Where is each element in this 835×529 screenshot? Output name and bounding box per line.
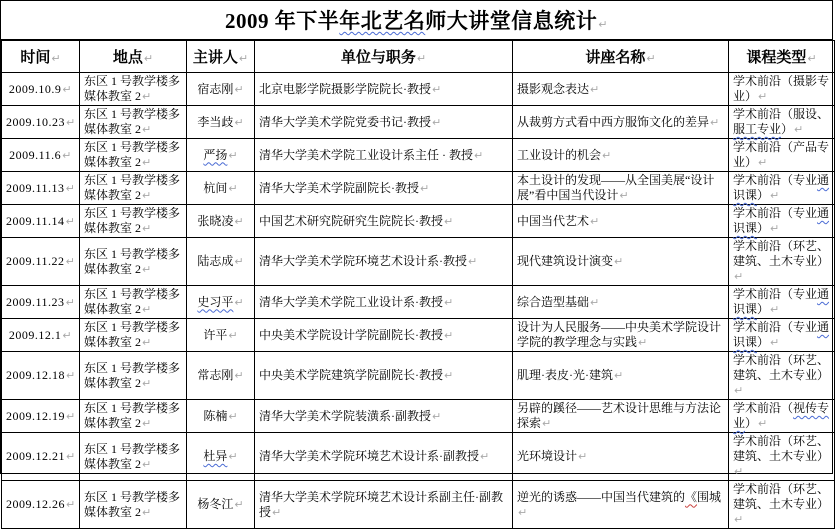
lecture-info-table [1,40,835,529]
paragraph-mark-icon: ↵ [432,409,442,423]
paragraph-mark-icon: ↵ [444,214,454,228]
paragraph-mark-icon: ↵ [480,450,490,463]
paragraph-mark-icon: ↵ [66,369,76,382]
spellcheck-underline: 视传专业 [733,401,830,430]
cell-unit: 中央美术学院设计学院副院长·教授↵ [255,319,513,352]
spellcheck-underline: 严扬 [203,147,228,162]
cell-speaker: 张晓凌↵ [187,205,255,238]
paragraph-mark-icon: ↵ [770,189,780,202]
cell-unit: 北京电影学院摄影学院院长·教授↵ [255,73,513,106]
paragraph-mark-icon: ↵ [142,189,152,202]
cell-lecture: 另辟的蹊径——艺术设计思维与方法论探索↵ [513,400,729,433]
paragraph-mark-icon: ↵ [51,52,61,65]
table-row [2,73,835,106]
cell-unit: 清华大学美术学院环境艺术设计系·教授↵ [255,238,513,286]
cell-location: 东区 1 号教学楼多媒体教室 2↵ [80,481,187,529]
paragraph-mark-icon: ↵ [142,90,152,103]
column-header-location: 地点↵ [80,41,187,73]
spellcheck-underline: 《 [685,489,698,504]
table-row [2,205,835,238]
spellcheck-underline: 通识课 [733,287,830,316]
spellcheck-underline: 通识课 [733,320,830,349]
cell-speaker: 陈楠↵ [187,400,255,433]
cell-lecture: 中国当代艺术↵ [513,205,729,238]
paragraph-mark-icon: ↵ [619,189,629,202]
cell-location: 东区 1 号教学楼多媒体教室 2↵ [80,139,187,172]
cell-type: 学术前沿（环艺、建筑、土木专业）↵ [729,481,835,529]
cell-type: 学术前沿（专业通识课）↵ [729,172,835,205]
paragraph-mark-icon: ↵ [420,181,430,195]
table-row [2,139,835,172]
paragraph-mark-icon: ↵ [65,214,76,228]
paragraph-mark-icon: ↵ [474,148,484,162]
cell-unit: 清华大学美术学院环境艺术设计系·副教授↵ [255,433,513,481]
cell-speaker: 宿志刚↵ [187,73,255,106]
cell-unit: 中央美术学院建筑学院副院长·教授↵ [255,352,513,400]
paragraph-mark-icon: ↵ [228,328,238,342]
table-row [2,172,835,205]
cell-lecture: 摄影观念表达↵ [513,73,729,106]
cell-date: 2009.10.23↵ [2,106,80,139]
spellcheck-underline: 服工专业 [733,122,782,136]
paragraph-mark-icon: ↵ [65,255,76,268]
cell-speaker: 杨冬江↵ [187,481,255,529]
cell-type: 学术前沿（专业通识课）↵ [729,319,835,352]
paragraph-mark-icon: ↵ [228,409,238,423]
table-row [2,106,835,139]
paragraph-mark-icon: ↵ [142,376,152,390]
cell-speaker [187,286,255,319]
cell-type: 学术前沿（专业通识课）↵ [729,286,835,319]
paragraph-mark-icon: ↵ [710,115,720,129]
table-row [2,352,835,400]
cell-date: 2009.12.19↵ [2,400,80,433]
cell-unit: 清华大学美术学院工业设计系·教授↵ [255,286,513,319]
cell-location: 东区 1 号教学楼多媒体教室 2↵ [80,319,187,352]
cell-lecture: 从裁剪方式看中西方服饰文化的差异↵ [513,106,729,139]
paragraph-mark-icon: ↵ [770,303,780,316]
paragraph-mark-icon: ↵ [142,303,152,316]
title-post: 师大讲堂信息统计 [425,9,598,33]
spellcheck-underline: 杜异 [203,449,228,463]
spellcheck-underline: 通识课 [733,173,830,202]
paragraph-mark-icon: ↵ [142,222,152,235]
cell-lecture: 工业设计的机会↵ [513,139,729,172]
cell-type: 学术前沿（环艺、建筑、土木专业）↵ [729,352,835,400]
paragraph-mark-icon: ↵ [142,417,152,430]
paragraph-mark-icon: ↵ [758,156,768,169]
cell-speaker: 常志刚↵ [187,352,255,400]
paragraph-mark-icon: ↵ [142,457,152,471]
paragraph-mark-icon: ↵ [66,115,76,129]
paragraph-mark-icon: ↵ [590,214,600,228]
table-body [2,73,835,529]
cell-lecture: 本土设计的发现——从全国美展“设计展”看中国当代设计↵ [513,172,729,205]
paragraph-mark-icon: ↵ [142,505,152,519]
cell-type: 学术前沿（摄影专业）↵ [729,73,835,106]
cell-lecture: 逆光的诱惑——中国当代建筑的《围城↵ [513,481,729,529]
title-spellcheck-underline: 年北艺名 [339,9,426,33]
paragraph-mark-icon: ↵ [416,52,427,65]
cell-date: 2009.12.21↵ [2,433,80,481]
paragraph-mark-icon: ↵ [65,295,76,309]
cell-unit: 清华大学美术学院装潢系·副教授↵ [255,400,513,433]
paragraph-mark-icon: ↵ [66,409,76,423]
paragraph-mark-icon: ↵ [228,450,238,463]
spellcheck-underline: 通识课 [733,206,830,235]
table-row [2,286,835,319]
paragraph-mark-icon: ↵ [734,270,744,283]
paragraph-mark-icon: ↵ [142,336,152,349]
cell-date: 2009.12.18↵ [2,352,80,400]
cell-speaker: 许平↵ [187,319,255,352]
cell-lecture: 肌理·表皮·光·建筑↵ [513,352,729,400]
paragraph-mark-icon: ↵ [432,82,442,96]
cell-date: 2009.11.22↵ [2,238,80,286]
column-header-date: 时间↵ [2,41,80,73]
paragraph-mark-icon: ↵ [66,450,76,463]
cell-speaker: 陆志成↵ [187,238,255,286]
column-header-lecture: 讲座名称↵ [513,41,729,73]
column-header-unit: 单位与职务↵ [255,41,513,73]
paragraph-mark-icon: ↵ [66,498,76,511]
paragraph-mark-icon: ↵ [228,181,238,195]
title-pre: 2009 年下半 [225,9,340,33]
paragraph-mark-icon: ↵ [590,295,600,309]
paragraph-mark-icon: ↵ [234,214,244,228]
cell-speaker: 李当歧↵ [187,106,255,139]
cell-date: 2009.12.26↵ [2,481,80,529]
paragraph-mark-icon: ↵ [238,52,249,65]
cell-location: 东区 1 号教学楼多媒体教室 2↵ [80,238,187,286]
paragraph-mark-icon: ↵ [807,52,817,65]
paragraph-mark-icon: ↵ [758,90,768,103]
paragraph-mark-icon: ↵ [794,123,804,136]
paragraph-mark-icon: ↵ [234,82,244,96]
cell-location: 东区 1 号教学楼多媒体教室 2↵ [80,352,187,400]
paragraph-mark-icon: ↵ [734,465,744,478]
cell-unit: 中国艺术研究院研究生院院长·教授↵ [255,205,513,238]
cell-unit: 清华大学美术学院工业设计系主任 · 教授↵ [255,139,513,172]
paragraph-mark-icon: ↵ [734,384,744,397]
cell-date: 2009.11.14↵ [2,205,80,238]
paragraph-mark-icon: ↵ [590,82,600,96]
paragraph-mark-icon: ↵ [62,328,73,342]
cell-location: 东区 1 号教学楼多媒体教室 2↵ [80,286,187,319]
paragraph-mark-icon: ↵ [614,369,624,382]
cell-date: 2009.11.6↵ [2,139,80,172]
cell-location: 东区 1 号教学楼多媒体教室 2↵ [80,433,187,481]
cell-type: 学术前沿（视传专业）↵ [729,400,835,433]
paragraph-mark-icon: ↵ [234,369,244,382]
cell-lecture: 设计为人民服务——中央美术学院设计学院的教学理念与实践↵ [513,319,729,352]
paragraph-mark-icon: ↵ [758,417,768,430]
paragraph-mark-icon: ↵ [518,505,528,519]
paragraph-mark-icon: ↵ [444,369,454,382]
paragraph-mark-icon: ↵ [234,498,244,511]
paragraph-mark-icon: ↵ [770,222,780,235]
cell-type: 学术前沿（环艺、建筑、土木专业）↵ [729,238,835,286]
paragraph-mark-icon: ↵ [142,156,152,169]
paragraph-mark-icon: ↵ [444,328,454,342]
table-row [2,481,835,529]
table-row [2,400,835,433]
paragraph-mark-icon: ↵ [734,513,744,526]
paragraph-mark-icon: ↵ [638,336,648,349]
paragraph-mark-icon: ↵ [62,82,73,96]
paragraph-mark-icon: ↵ [234,255,244,268]
paragraph-mark-icon: ↵ [142,123,152,136]
cell-type: 学术前沿（环艺、建筑、土木专业）↵ [729,433,835,481]
table-row [2,319,835,352]
cell-speaker [187,139,255,172]
cell-location: 东区 1 号教学楼多媒体教室 2↵ [80,205,187,238]
paragraph-mark-icon: ↵ [65,181,76,195]
cell-speaker [187,433,255,481]
paragraph-mark-icon: ↵ [142,262,152,276]
cell-location: 东区 1 号教学楼多媒体教室 2↵ [80,106,187,139]
paragraph-mark-icon: ↵ [234,115,244,129]
header-row [2,41,835,73]
paragraph-mark-icon: ↵ [468,255,478,268]
paragraph-mark-icon: ↵ [598,18,608,31]
paragraph-mark-icon: ↵ [646,52,656,65]
cell-type: 学术前沿（专业通识课）↵ [729,205,835,238]
cell-speaker: 杭间↵ [187,172,255,205]
cell-location: 东区 1 号教学楼多媒体教室 2↵ [80,400,187,433]
cell-lecture: 综合造型基础↵ [513,286,729,319]
column-header-type: 课程类型↵ [729,41,835,73]
document-title-text [225,5,608,35]
cell-type: 学术前沿（服设、服工专业）↵ [729,106,835,139]
paragraph-mark-icon: ↵ [234,295,244,309]
cell-lecture: 现代建筑设计演变↵ [513,238,729,286]
cell-location: 东区 1 号教学楼多媒体教室 2↵ [80,73,187,106]
cell-lecture: 光环境设计↵ [513,433,729,481]
paragraph-mark-icon: ↵ [578,450,588,463]
cell-location: 东区 1 号教学楼多媒体教室 2↵ [80,172,187,205]
document-title [1,1,832,40]
paragraph-mark-icon: ↵ [542,417,552,430]
cell-unit: 清华大学美术学院副院长·教授↵ [255,172,513,205]
paragraph-mark-icon: ↵ [614,255,624,268]
paragraph-mark-icon: ↵ [602,148,612,162]
paragraph-mark-icon: ↵ [228,148,238,162]
paragraph-mark-icon: ↵ [272,505,282,519]
cell-date: 2009.11.23↵ [2,286,80,319]
paragraph-mark-icon: ↵ [770,336,780,349]
table-row [2,433,835,481]
cell-unit: 清华大学美术学院党委书记·教授↵ [255,106,513,139]
spellcheck-underline: 史习平 [197,294,234,309]
paragraph-mark-icon: ↵ [432,115,442,129]
paragraph-mark-icon: ↵ [62,148,72,162]
paragraph-mark-icon: ↵ [143,52,154,65]
column-header-speaker: 主讲人↵ [187,41,255,73]
table-row [2,238,835,286]
cell-date: 2009.12.1↵ [2,319,80,352]
cell-date: 2009.11.13↵ [2,172,80,205]
paragraph-mark-icon: ↵ [444,295,454,309]
cell-date: 2009.10.9↵ [2,73,80,106]
cell-type: 学术前沿（产品专业）↵ [729,139,835,172]
cell-unit: 清华大学美术学院环境艺术设计系副主任·副教授↵ [255,481,513,529]
